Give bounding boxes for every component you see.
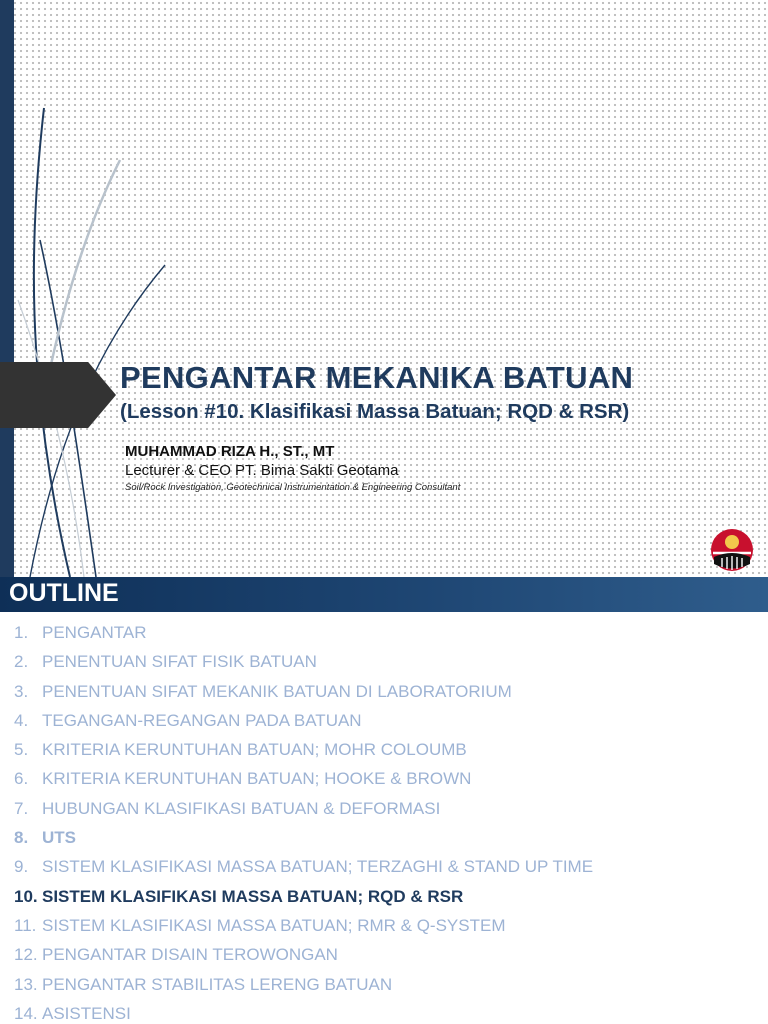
- outline-item-label: HUBUNGAN KLASIFIKASI BATUAN & DEFORMASI: [42, 798, 441, 818]
- outline-item: [0, 651, 593, 680]
- outline-item-number: 8.: [14, 828, 29, 848]
- outline-item: [0, 1003, 593, 1024]
- presentation-subtitle: (Lesson #10. Klasifikasi Massa Batuan; RQD & RSR): [120, 400, 630, 423]
- outline-item: [0, 710, 593, 739]
- university-emblem-icon: [710, 528, 754, 572]
- outline-item-number: 11.: [14, 915, 37, 935]
- outline-item-number: 1.: [14, 623, 29, 642]
- outline-item-label: KRITERIA KERUNTUHAN BATUAN; MOHR COLOUMB: [42, 740, 467, 760]
- outline-item-number: 14.: [14, 1003, 38, 1023]
- author-tagline: Soil/Rock Investigation, Geotechnical Instrumentation & Engineering Consultant: [125, 482, 461, 493]
- outline-item-number: 10.: [14, 886, 38, 906]
- outline-item-label: SISTEM KLASIFIKASI MASSA BATUAN; TERZAGHI & STAND UP TIME: [42, 857, 594, 877]
- outline-item-number: 12.: [14, 945, 38, 965]
- presentation-title: PENGANTAR MEKANIKA BATUAN: [120, 360, 634, 395]
- outline-item-label: PENENTUAN SIFAT MEKANIK BATUAN DI LABORATORIUM: [42, 681, 512, 701]
- outline-item-label: SISTEM KLASIFIKASI MASSA BATUAN; RQD & RSR: [42, 886, 464, 906]
- outline-slide: [0, 577, 768, 1024]
- outline-item-number: 9.: [14, 857, 29, 877]
- outline-item-label: ASISTENSI: [42, 1003, 131, 1023]
- outline-item-label: PENENTUAN SIFAT FISIK BATUAN: [42, 652, 317, 672]
- outline-item-label: PENGANTAR DISAIN TEROWONGAN: [42, 945, 338, 965]
- outline-item: [0, 944, 593, 973]
- outline-item: [0, 622, 593, 651]
- outline-header-bar: [0, 577, 768, 612]
- outline-list: [0, 622, 593, 1024]
- outline-item: [0, 798, 593, 827]
- outline-item-number: 3.: [14, 681, 29, 701]
- outline-item: [0, 681, 593, 710]
- author-name: MUHAMMAD RIZA H., ST., MT: [125, 443, 335, 460]
- outline-item-label: PENGANTAR STABILITAS LERENG BATUAN: [42, 974, 393, 994]
- outline-item-number: 4.: [14, 710, 29, 730]
- outline-item-number: 6.: [14, 769, 29, 789]
- outline-item-uts: [0, 827, 593, 856]
- outline-item: [0, 739, 593, 768]
- outline-item-label: UTS: [42, 828, 76, 848]
- author-role: Lecturer & CEO PT. Bima Sakti Geotama: [125, 462, 399, 479]
- outline-item: [0, 768, 593, 797]
- outline-heading: OUTLINE: [9, 579, 119, 607]
- outline-item-current: [0, 886, 593, 915]
- outline-item-label: PENGANTAR: [42, 623, 147, 642]
- outline-item-number: 2.: [14, 652, 29, 672]
- outline-item-number: 7.: [14, 798, 29, 818]
- outline-item: [0, 915, 593, 944]
- outline-item-number: 5.: [14, 740, 29, 760]
- outline-item: [0, 974, 593, 1003]
- outline-item-label: SISTEM KLASIFIKASI MASSA BATUAN; RMR & Q-SYSTEM: [42, 915, 506, 935]
- outline-item-label: TEGANGAN-REGANGAN PADA BATUAN: [42, 710, 362, 730]
- outline-item: [0, 856, 593, 885]
- outline-item-label: KRITERIA KERUNTUHAN BATUAN; HOOKE & BROWN: [42, 769, 472, 789]
- outline-item-number: 13.: [14, 974, 38, 994]
